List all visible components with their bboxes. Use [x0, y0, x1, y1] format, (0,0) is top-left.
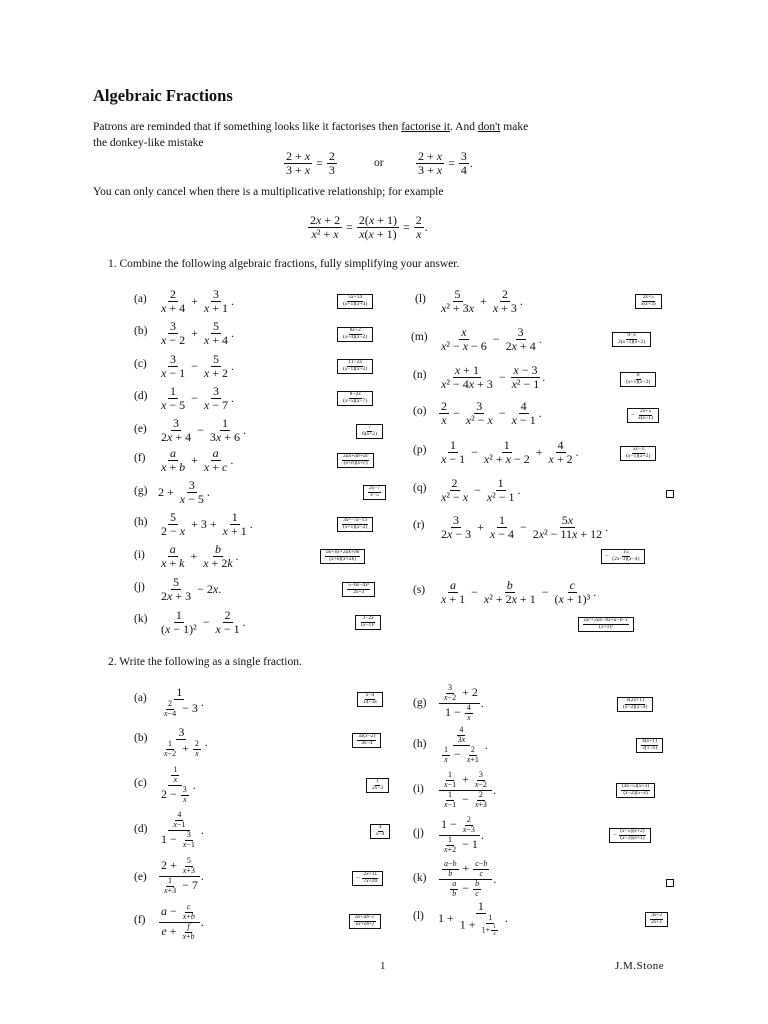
question-label: (m) [411, 331, 428, 343]
intro-text: Patrons are reminded that if something looks like it factorises then [93, 121, 402, 133]
question-label: (s) [413, 584, 426, 596]
question-2k: $\frac{a-b}{b}$ + $\frac{c-b}{c}$ $\frac{a}{b}$ − $\frac{b}{c}$ . [438, 879, 496, 880]
question-label: (g) [134, 485, 148, 497]
answer-box: 7 6(x+2) [356, 424, 383, 439]
question-1b: 3 x − 2 + 5 x + 4 . [161, 318, 234, 347]
question-2d: $\frac{4}{x-1}$ 1 − $\frac{3}{x-1}$ . [161, 810, 204, 849]
question-2f: a − $\frac{c}{x+b}$ e + $\frac{f}{x+b}$ . [161, 902, 204, 941]
intro-emphasis-factorise: factorise it [401, 121, 451, 133]
question-1c: 3 x − 1 − 5 x + 2 . [161, 351, 234, 380]
question-label: (a) [134, 293, 147, 305]
answer-box: 2ax+ab+ac (x+b)(x+c) [337, 453, 374, 468]
answer-box: 9−x 2(x−3)(x+2) [612, 332, 651, 347]
question-label: (h) [413, 738, 427, 750]
page-number: 1 [380, 960, 386, 972]
question-2g: $\frac{3}{x-2}$ + 2 1 − $\frac{4}{x}$ . [438, 703, 484, 704]
question-1g: 2 + 3 x − 5 . [158, 477, 210, 506]
answer-box: − 2x+5 x(x−1) [627, 408, 659, 423]
question-1d: 1 x − 5 − 3 x − 7 . [161, 383, 234, 412]
answer-box: 11−2x (x−1)(x+2) [337, 359, 373, 374]
question-1j: 5 2x + 3 − 2 x . [161, 574, 222, 603]
answer-box: 5x−3 (x−1)(x+2) [620, 446, 656, 461]
intro-line-1 [93, 120, 713, 135]
author-name: J.M.Stone [615, 960, 665, 972]
question-label: (c) [134, 358, 147, 370]
question-1p: 1 x − 1 − 1 x² + x − 2 + 4 x + 2 . [441, 437, 579, 466]
answer-box: ax+ab−c ex+eb+f [349, 914, 381, 929]
question-label: (p) [413, 444, 427, 456]
question-label: (i) [134, 549, 145, 561]
answer-box: 8−2x (x−5)(x−7) [337, 391, 373, 406]
question-2c: $\frac{1}{x}$ 2 − $\frac{3}{x}$ . [161, 765, 196, 804]
answer-box: x−4 14−3x [357, 692, 383, 707]
question-1m: x x² − x − 6 − 3 2x + 4 . [441, 324, 542, 353]
question-label: (a) [134, 692, 147, 704]
answer-box: 2x−7 x−5 [363, 485, 386, 500]
page-title: Algebraic Fractions [93, 86, 233, 105]
intro-line-3: You can only cancel when there is a multiplicative relationship; for example [93, 186, 444, 198]
answer-box: − (x−5)(x+2) (x−3)(x+1) [609, 828, 651, 843]
question-label: (k) [134, 613, 148, 625]
answer-box: 3x(x−2) 3x−4 [352, 733, 381, 748]
question-label: (f) [134, 452, 146, 464]
mistake-equation-1: 2 + x 3 + x = 2 3 [286, 148, 335, 177]
question-label: (e) [134, 871, 147, 883]
question-2a: 1 $\frac{2}{x-4}$ − 3 . [164, 685, 204, 719]
question-label: (e) [134, 423, 147, 435]
question-label: (k) [413, 872, 427, 884]
question-label: (j) [413, 827, 424, 839]
question-1o: 2 x − 3 x² − x − 4 x − 1 . [441, 398, 542, 427]
section-1-heading: 1. Combine the following algebraic fractions, fully simplifying your answer. [108, 258, 460, 270]
answer-box: 4(x+1) 3(1−x) [636, 738, 663, 753]
question-1l: 5 x² + 3x + 2 x + 3 . [441, 286, 523, 315]
question-label: (q) [413, 482, 427, 494]
answer-box: (4x−5)(x+3) (x−2)(5−x) [616, 783, 655, 798]
question-label: (r) [413, 519, 425, 531]
question-label: (b) [134, 732, 148, 744]
answer-box: x(2x+1) (x−2)(x−4) [617, 697, 653, 712]
cancel-example-equation: 2x + 2 x² + x = 2(x + 1) x(x + 1) = 2 x . [310, 212, 428, 241]
question-1a: 2 x + 4 + 3 x + 1 . [161, 286, 234, 315]
answer-box: ax+bx+2ak+bk (x+k)(x+2k) [320, 549, 365, 564]
answer-box: 5x+14 (x+1)(x+4) [337, 294, 373, 309]
question-label: (c) [134, 777, 147, 789]
question-1f: a x + b + a x + c . [161, 445, 234, 474]
question-1h: 5 2 − x + 3 + 1 x + 1 . [161, 509, 253, 538]
question-1q: 2 x² − x − 1 x² − 1 . [441, 475, 521, 504]
question-1s: a x + 1 − b x² + 2x + 1 − c (x + 1)³ . [441, 577, 597, 606]
answer-box: − 15 (2x−3)(x−4) [601, 549, 645, 564]
question-label: (d) [134, 390, 148, 402]
question-label: (g) [413, 697, 427, 709]
question-2h: $\frac{4}{3x}$ $\frac{1}{x}$ − $\frac{2}{x+1}$ . [444, 725, 488, 764]
question-label: (j) [134, 581, 145, 593]
question-label: (n) [413, 369, 427, 381]
question-1n: x + 1 x² − 4x + 3 − x − 3 x² − 1 . [441, 362, 546, 391]
question-label: (l) [415, 293, 426, 305]
answer-box: 3x²−7x−13 (x+1)(x−2) [337, 517, 373, 532]
or-word: or [374, 157, 384, 169]
question-label: (b) [134, 325, 148, 337]
question-label: (h) [134, 516, 148, 528]
section-2-heading: 2. Write the following as a single fraction. [108, 656, 302, 668]
question-label: (f) [134, 914, 146, 926]
question-1e: 3 2x + 4 − 1 3x + 6 . [161, 415, 246, 444]
intro-emphasis-dont: don't [477, 121, 501, 133]
answer-box: 8x+2 (x+4)(x−2) [337, 327, 373, 342]
question-1k: 1 (x − 1)² − 2 x − 1 . [161, 607, 246, 636]
mistake-equation-2: 2 + x 3 + x = 3 4 . [418, 148, 473, 177]
question-label: (i) [413, 783, 424, 795]
question-1i: a x + k + b x + 2k . [161, 541, 239, 570]
question-2b: 3 $\frac{1}{x-2}$ + $\frac{2}{x}$ . [164, 725, 208, 759]
answer-box: 4 x−4 [370, 824, 390, 839]
question-1r: 3 2x − 3 + 1 x − 4 − 5x 2x² − 11x + 12 . [441, 512, 609, 541]
question-2j: 1 − $\frac{2}{x-3}$ $\frac{1}{x+2}$ − 1 . [441, 815, 484, 854]
intro-line-2: the donkey-like mistake [93, 137, 204, 149]
question-label: (o) [413, 405, 427, 417]
answer-box: ax²+2ax−bx+a−b−c (x+1)³ [578, 617, 634, 632]
answer-box: 3−2x (x−1)² [355, 615, 381, 630]
empty-answer-box [666, 879, 674, 887]
question-2e: 2 + $\frac{5}{x+3}$ $\frac{1}{x+3}$ − 7 . [161, 856, 204, 895]
intro-text: make [500, 121, 529, 133]
answer-box: − 2x+11 7x+20 [352, 871, 383, 886]
question-2l: 1 + 1 1 + 1 1+ $\frac{1}{x}$ . [438, 898, 508, 937]
answer-box: 2x+5 x(x+3) [635, 294, 662, 309]
intro-text: . And [450, 121, 478, 133]
answer-box: 1 2x−3 [366, 778, 389, 793]
question-label: (l) [413, 910, 424, 922]
answer-box: 3x+2 2x+1 [645, 912, 668, 927]
question-2i: $\frac{1}{x-1}$ + $\frac{3}{x-2}$ $\frac{1}{x-1}$ − $\frac{2}{x+3}$ . [438, 790, 496, 791]
question-label: (d) [134, 823, 148, 835]
answer-box: 5−6x−4x² 2x+3 [342, 582, 375, 597]
answer-box: 8 (x+1)(x−3) [620, 372, 656, 387]
empty-answer-box [666, 490, 674, 498]
